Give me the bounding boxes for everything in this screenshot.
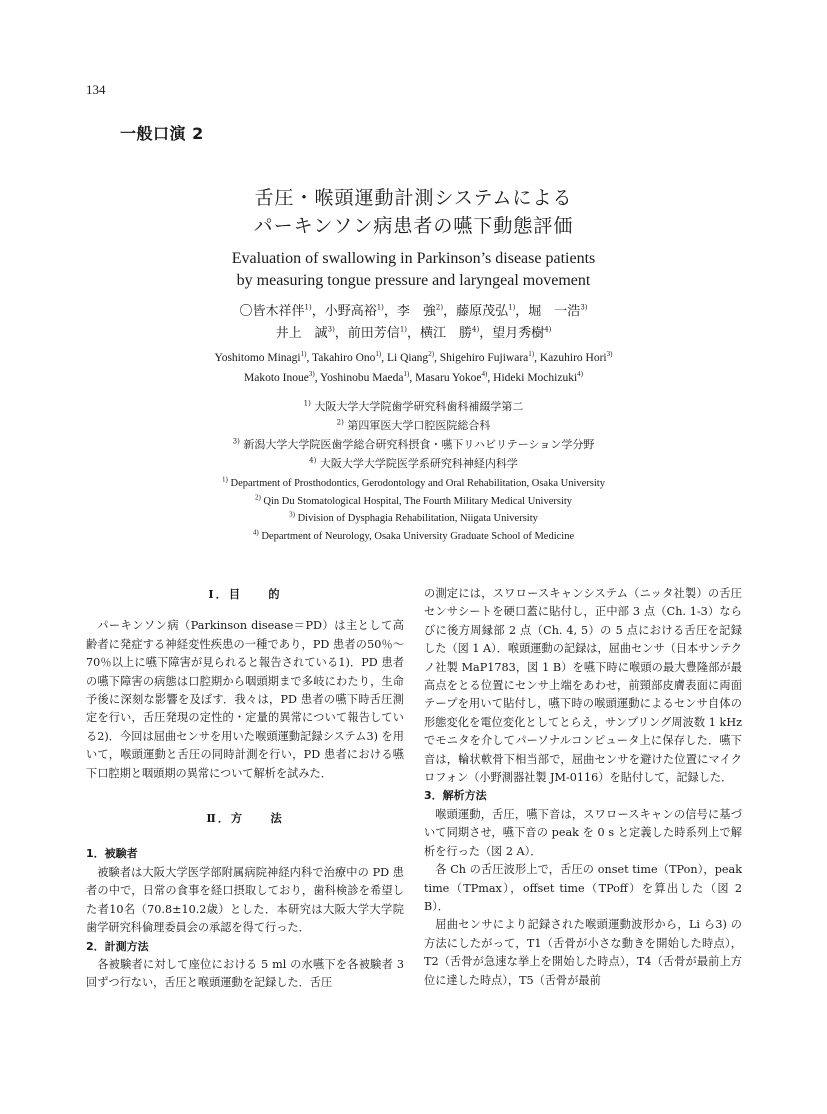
author: , Hideki Mochizuki: [487, 372, 578, 384]
affiliation-ja: [0, 416, 827, 435]
author-affil-mark: 1): [304, 303, 312, 312]
title-en-line: Evaluation of swallowing in Parkinson’s disease patients: [231, 250, 596, 267]
author-affil-mark: 1): [403, 370, 410, 379]
affiliation-text: Division of Dysphagia Rehabilitation, Niigata University: [297, 513, 538, 524]
author-affil-mark: 1): [528, 350, 535, 359]
author: , Li Qiang: [381, 352, 429, 364]
author: , Masaru Yokoe: [409, 372, 482, 384]
author-affil-mark: 3): [580, 303, 588, 312]
authors-ja-line-1: [0, 301, 827, 323]
author-affil-mark: 4): [544, 325, 552, 334]
subsection-title-subjects: 1．被験者: [86, 847, 138, 861]
affiliation-text: 大阪大学大学院医学系研究科神経内科学: [319, 457, 518, 470]
author: ，堀 一浩: [515, 304, 581, 319]
paragraph: パーキンソン病（Parkinson disease＝PD）は主として高齢者に発症する神経変性疾患の一種であり，PD 患者の50％～70％以上に嚥下障害が見られると報告されている1)．PD 患者の嚥下障害の病態は口腔期から咽頭期まで多岐にわたり，生命予後に深刻な影響を及ぼす．我々は，PD 患者の嚥下時舌圧測定を行い，舌圧発現の定性的・定量的異常について報告している2)．今回は屈曲センサを用いた喉頭運動記録システム3) を用いて，喉頭運動と舌圧の同時計測を行い，PD 患者における嚥下口腔期と咽頭期の異常について解析を試みた．: [86, 619, 404, 780]
paragraph: 喉頭運動，舌圧，嚥下音は，スワロースキャンの信号に基づいて同期させ，嚥下音の peak を 0 s と定義した時系列上で解析を行った（図 2 A）．: [424, 807, 742, 858]
author: ，望月秀樹: [479, 326, 545, 341]
affil-mark: 4): [252, 528, 259, 536]
author: Yoshitomo Minagi: [214, 352, 301, 364]
paragraph: 各被験者に対して座位における 5 ml の水嚥下を各被験者 3 回ずつ行ない，舌圧と喉頭運動を記録した．舌圧: [86, 957, 404, 990]
author-affil-mark: 4): [577, 370, 583, 379]
author-affil-mark: 4): [472, 325, 480, 334]
affiliation-ja: [0, 435, 827, 454]
affiliation-en: [0, 528, 827, 546]
session-label: 一般口演 2: [120, 124, 204, 143]
affiliation-text: Qin Du Stomatological Hospital, The Fourth Military Medical University: [263, 495, 573, 507]
affil-mark: 3): [232, 437, 240, 446]
authors-ja-line-2: [0, 323, 827, 345]
title-ja-line: 舌圧・喉頭運動計測システムによる: [254, 187, 573, 209]
affiliation-en: [0, 510, 827, 528]
title-en-line: by measuring tongue pressure and laryngeal movement: [236, 272, 591, 289]
right-column: [424, 585, 742, 990]
affiliation-text: Department of Prosthodontics, Gerodontology and Oral Rehabilitation, Osaka University: [230, 478, 605, 489]
affil-mark: 1): [303, 399, 311, 408]
affiliation-text: 新潟大学大学院医歯学総合研究科摂食・嚥下リハビリテーション学分野: [243, 438, 595, 451]
paragraph: の測定には，スワロースキャンシステム（ニッタ社製）の舌圧センサシートを硬口蓋に貼付し，正中部 3 点（Ch. 1-3）ならびに後方周縁部 2 点（Ch. 4, 5）の 5 点における舌圧を記録した（図 1 A）．喉頭運動の記録は，屈曲センサ（日本サンテクノ社製 MaP1783，図 1 B）を嚥下時に喉頭の最大豊隆部が最高点をとる位置にセンサ上端をあわせ，前頸部皮膚表面に両面テープを用いて貼付し，嚥下時の喉頭運動によるセンサ自体の形態変化を電位変化としてとらえ，サンプリング周波数 1 kHz でモニタを介してパーソナルコンピュータ上に保存した．嚥下音は，輪状軟骨下相当部で，屈曲センサを避けた位置にマイクロフォン（小野測器社製 JM-0116）を貼付して，記録した．: [424, 587, 742, 785]
author-affil-mark: 3): [308, 370, 315, 379]
paragraph: 各 Ch の舌圧波形上で，舌圧の onset time（TPon），peak time（TPmax），offset time（TPoff）を算出した（図 2 B）．: [424, 863, 742, 913]
section-title-methods: Ⅱ．方 法: [206, 811, 284, 826]
affiliations-japanese: [0, 397, 827, 473]
author-affil-mark: 1): [399, 325, 407, 334]
affiliation-ja: [0, 397, 827, 416]
title-english: [0, 248, 827, 292]
authors-english: [0, 348, 827, 388]
affil-mark: 2): [336, 418, 344, 427]
title-japanese: [0, 184, 827, 240]
author: ，前田芳信: [334, 326, 400, 341]
page-number: 134: [86, 82, 106, 97]
author: 井上 誠: [275, 326, 328, 341]
author: , Kazuhiro Hori: [534, 352, 607, 364]
author-affil-mark: 2): [428, 350, 435, 359]
author: Makoto Inoue: [244, 372, 309, 384]
author: ，藤原茂弘: [443, 304, 509, 319]
author-affil-mark: 2): [435, 303, 444, 312]
author: ，小野高裕: [311, 304, 377, 319]
author-affil-mark: 1): [300, 350, 307, 359]
author-affil-mark: 4): [481, 370, 488, 379]
author-affil-mark: 1): [375, 350, 382, 359]
left-column: [86, 585, 404, 993]
affil-mark: 2): [254, 493, 261, 501]
author: ，李 強: [383, 304, 436, 319]
affiliations-english: [0, 475, 827, 545]
affil-mark: 4): [309, 456, 317, 465]
subsection-title-analysis: 3．解析方法: [424, 789, 487, 803]
authors-en-line-2: [0, 368, 827, 388]
author-affil-mark: 3): [327, 325, 335, 334]
affiliation-text: 大阪大学大学院歯学研究科歯科補綴学第二: [314, 400, 524, 413]
affiliation-en: [0, 493, 827, 511]
section-title-purpose: Ⅰ．目 的: [208, 587, 282, 601]
subsection-title-measurement: 2．計測方法: [86, 939, 149, 953]
affiliation-en: [0, 475, 827, 493]
author-affil-mark: 1): [508, 303, 516, 312]
paragraph: 屈曲センサにより記録された喉頭運動波形から，Li ら3) の方法にしたがって，T1（舌骨が小さな動きを開始した時点），T2（舌骨が急速な挙上を開始した時点），T4（舌骨が最前上方位に達した時点），T5（舌骨が最前: [424, 918, 742, 987]
author-affil-mark: 3): [606, 350, 613, 359]
author: 〇皆木祥伴: [239, 304, 305, 319]
affiliation-text: 第四軍医大学口腔医院総合科: [347, 419, 491, 432]
affil-mark: 1): [222, 475, 228, 484]
affiliation-text: Department of Neurology, Osaka University Graduate School of Medicine: [261, 530, 575, 542]
authors-japanese: [0, 301, 827, 345]
author-affil-mark: 1): [376, 303, 384, 312]
affiliation-ja: [0, 454, 827, 473]
affil-mark: 3): [289, 510, 295, 519]
author: , Shigehiro Fujiwara: [434, 352, 529, 364]
authors-en-line-1: [0, 348, 827, 368]
author: , Yoshinobu Maeda: [314, 372, 404, 384]
author: ，横江 勝: [407, 326, 473, 341]
author: , Takahiro Ono: [306, 352, 376, 364]
paragraph: 被験者は大阪大学医学部附属病院神経内科で治療中の PD 患者の中で，日常の食事を経口摂取しており，歯科検診を希望した者10名（70.8±10.2歳）とした．本研究は大阪大学大学院歯学研究科倫理委員会の承認を得て行った．: [86, 865, 404, 935]
title-ja-line: パーキンソン病患者の嚥下動態評価: [253, 215, 574, 237]
